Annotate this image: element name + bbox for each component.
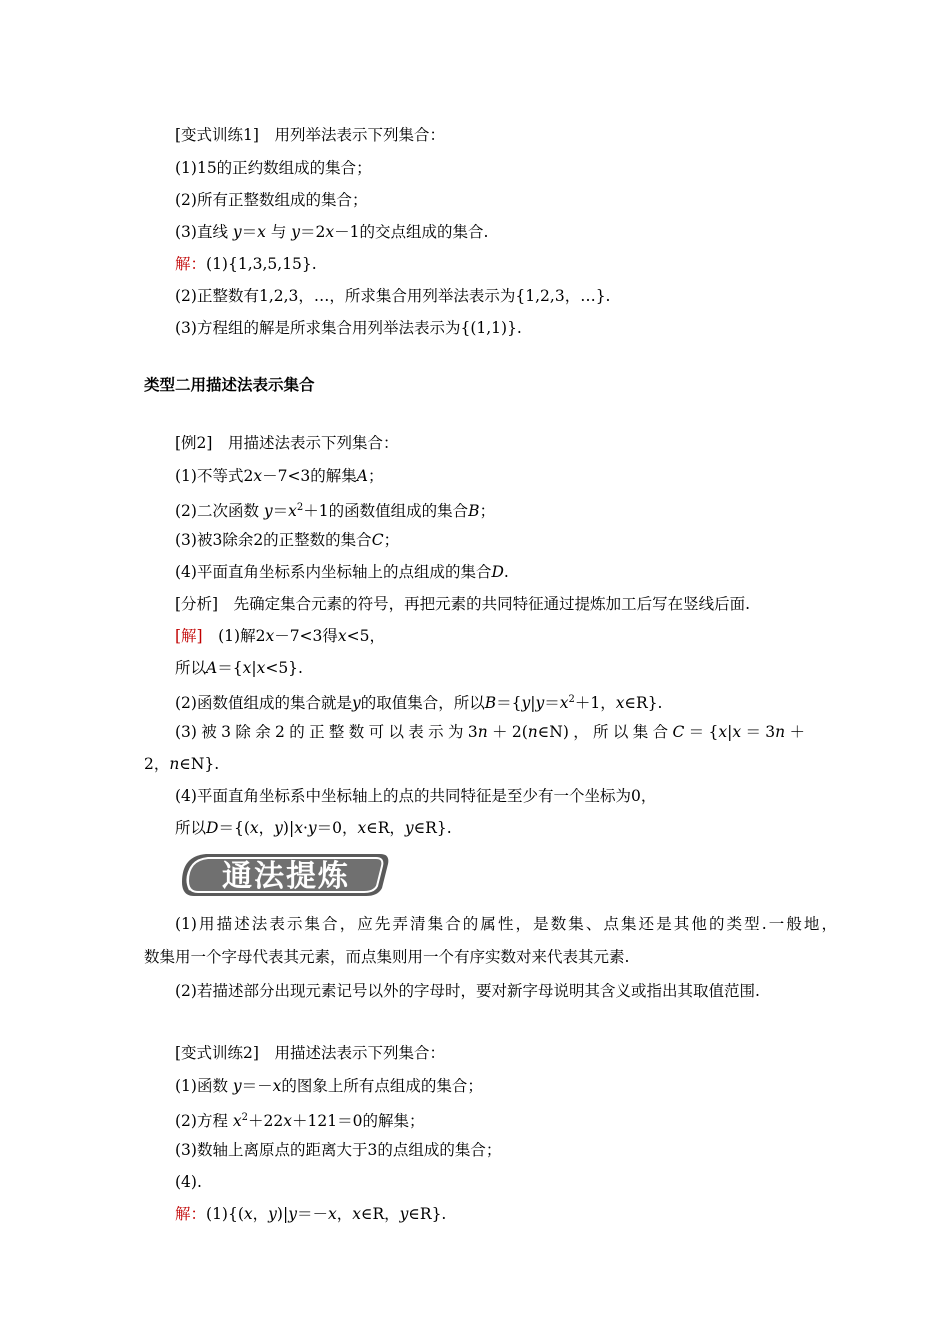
example2-solution2: (2)函数值组成的集合就是y的取值集合，所以$B=\{y|y=x^2+1$，x∈R}. [175, 694, 663, 713]
solution-label: [解] [175, 627, 203, 645]
example2-question4: (4)平面直角坐标系内坐标轴上的点组成的集合D. [175, 563, 509, 581]
exercise1-answer2: (2)正整数有1,2,3，…，所求集合用列举法表示为{1,2,3，…}. [175, 287, 611, 305]
example2-solution3: (3)被3除余2的正整数可以表示为3n＋2(n∈N)，所以集合C＝{x|x＝3n＋ [175, 723, 805, 741]
example2-solution1: [解] (1)解2x－7<3得x<5， [175, 627, 386, 645]
exercise2-question1: (1)函数 y＝－x的图象上所有点组成的集合； [175, 1077, 483, 1095]
exercise2-question2: (2)方程 $x^2+22x+121=0$的解集； [175, 1112, 425, 1131]
exercise1-title: [变式训练1] 用列举法表示下列集合： [175, 126, 445, 144]
exercise2-question4: (4). [175, 1173, 202, 1191]
method-badge-text: 通法提炼 [222, 859, 350, 894]
exercise1-question1: (1)15的正约数组成的集合； [175, 159, 372, 177]
method-badge-graphic [180, 848, 392, 902]
example2-solution4-result: 所以D＝{(x，y)|x·y＝0，x∈R，y∈R}. [175, 819, 452, 837]
method-badge [180, 848, 392, 902]
exercise2-question3: (3)数轴上离原点的距离大于3的点组成的集合； [175, 1141, 502, 1159]
exercise1-question2: (2)所有正整数组成的集合； [175, 191, 368, 209]
example2-analysis: [分析] 先确定集合元素的符号，再把元素的共同特征通过提炼加工后写在竖线后面. [175, 595, 751, 613]
example2-question3: (3)被3除余2的正整数的集合C； [175, 531, 400, 549]
exercise2-answer1: 解：(1){(x，y)|y＝－x，x∈R，y∈R}. [175, 1205, 447, 1223]
example2-question1: (1)不等式2x－7<3的解集A； [175, 467, 384, 485]
section-heading: 类型二用描述法表示集合 [144, 376, 315, 394]
method-point2: (2)若描述部分出现元素记号以外的字母时，要对新字母说明其含义或指出其取值范围. [175, 982, 760, 1000]
exercise1-answer1: 解：(1){1,3,5,15}. [175, 255, 317, 273]
example2-title: [例2] 用描述法表示下列集合： [175, 434, 399, 452]
exercise2-title: [变式训练2] 用描述法表示下列集合： [175, 1044, 445, 1062]
exercise1-answer3: (3)方程组的解是所求集合用列举法表示为{(1,1)}. [175, 319, 522, 337]
example2-solution3-cont: 2，n∈N}. [144, 755, 220, 773]
answer-label: 解： [175, 1205, 207, 1223]
exercise1-question3: (3)直线 y＝x 与 y＝2x－1的交点组成的集合. [175, 223, 489, 241]
example2-question2: (2)二次函数 $y=x^2+1$的函数值组成的集合B； [175, 502, 496, 521]
answer-label: 解： [175, 255, 207, 273]
method-point1-cont: 数集用一个字母代表其元素，而点集则用一个有序实数对来代表其元素. [144, 948, 630, 966]
example2-solution1-result: 所以A＝{x|x<5}. [175, 659, 303, 677]
method-point1: (1)用描述法表示集合，应先弄清集合的属性，是数集、点集还是其他的类型.一般地， [175, 915, 837, 933]
example2-solution4: (4)平面直角坐标系中坐标轴上的点的共同特征是至少有一个坐标为0， [175, 787, 657, 805]
